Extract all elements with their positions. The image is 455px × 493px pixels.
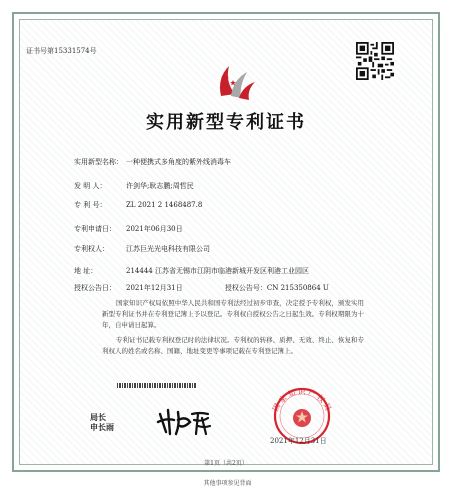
patentee-field [74,244,210,254]
grant-number-label: 授权公告号： [224,284,267,292]
patent-office-emblem-icon [211,56,259,104]
legal-status-paragraph: 专利证书记载专利权登记时的法律状况。专利权的转移、质押、无效、终止、恢复和专利权人的姓名或名称、国籍、地址变更等事项记载在专利登记簿上。 [102,336,364,355]
inventor-label: 发 明 人： [74,182,107,190]
grant-date-value: 2021年12月31日 [126,284,183,292]
address-value: 214444 江苏省无锡市江阴市临港新城开发区利港工业园区 [126,267,309,275]
grant-date-label: 授权公告日： [74,284,116,292]
seal-text: 国家知识产权局 [270,386,334,415]
patent-number-value: ZL 2021 2 1468487.8 [126,201,203,209]
filing-date-field [74,224,183,234]
address-label: 地 址： [74,267,98,275]
inventor-field [74,181,194,191]
patent-number-field [74,200,202,210]
barcode-strip [117,383,197,388]
grant-announcement-field [74,283,329,293]
certificate-number: 证书号第15331574号 [26,47,97,55]
filing-date-value: 2021年06月30日 [126,225,183,233]
certificate-title: 实用新型专利证书 [146,112,306,133]
patentee-value: 江苏巨光光电科技有限公司 [126,245,210,253]
page-number: 第1页（共2页） [204,460,248,467]
inventor-value: 许剑华;耿志鹏;周哲民 [126,182,194,190]
utility-model-name-field [74,157,231,167]
patentee-label: 专利权人： [74,245,109,253]
utility-model-name-label: 实用新型名称： [74,158,123,166]
patent-number-label: 专 利 号： [74,201,107,209]
seal-date: 2021年12月31日 [270,437,327,445]
footer-note: 其他事项参见背面 [203,480,252,487]
official-seal-icon [262,380,342,444]
director-signature-icon [154,404,214,440]
certificate-sheet [12,12,440,472]
grant-number-value: CN 215350864 U [266,284,329,292]
director-name: 申长雨 [90,422,114,432]
qr-code-icon [356,42,394,80]
filing-date-label: 专利申请日： [74,225,116,233]
director-title: 局长 [90,412,106,422]
address-field [74,266,364,277]
utility-model-name-value: 一种便携式多角度的紫外线消毒车 [126,158,231,166]
grant-statement-paragraph: 国家知识产权局依照中华人民共和国专利法经过初步审查，决定授予专利权，颁发实用新型专利证书并在专利登记簿上予以登记。专利权自授权公告之日起生效。专利权期限为十年，自申请日起算。 [102,299,364,329]
